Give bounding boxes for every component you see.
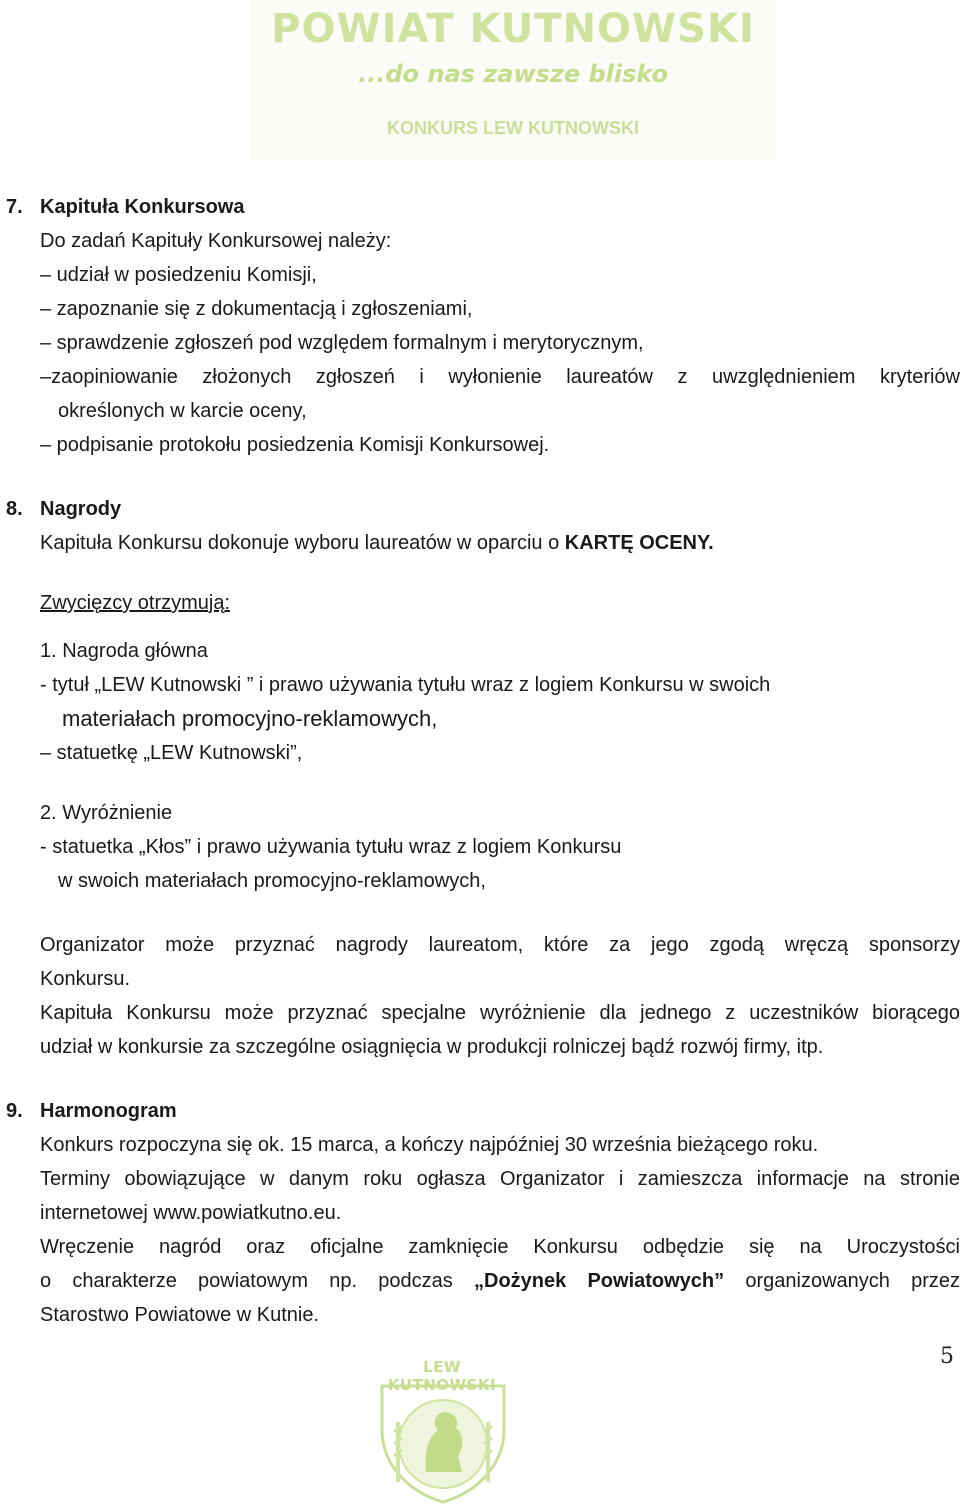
prize-2-line: w swoich materiałach promocyjno-reklamowych, xyxy=(58,870,486,892)
section-number: 9. xyxy=(6,1100,23,1122)
section-8-text: Kapituła Konkursu dokonuje wyboru laureatów w oparciu o xyxy=(40,532,560,554)
section-7-intro: Do zadań Kapituły Konkursowej należy: xyxy=(40,230,392,252)
list-item: – podpisanie protokołu posiedzenia Komisji Konkursowej. xyxy=(40,434,550,456)
paragraph-line: Konkursu. xyxy=(40,968,131,990)
schedule-line: Wręczenie nagród oraz oficjalne zamknięcie Konkursu odbędzie się na Uroczystości xyxy=(40,1236,960,1258)
page-number: 5 xyxy=(940,1344,954,1369)
section-8-line xyxy=(0,526,960,560)
paragraph-line: Organizator może przyznać nagrody laureatom, które za jego zgodą wręczą sponsorzy xyxy=(40,934,960,956)
section-number: 7. xyxy=(6,196,23,218)
header-logo-banner xyxy=(250,0,776,160)
header-slogan: ...do nas zawsze blisko xyxy=(357,60,669,88)
section-title: Nagrody xyxy=(40,498,122,520)
section-8-heading xyxy=(0,492,960,526)
section-number: 8. xyxy=(6,498,23,520)
section-title: Harmonogram xyxy=(40,1100,177,1122)
header-contest-name: KONKURS LEW KUTNOWSKI xyxy=(387,118,639,138)
header-title: POWIAT KUTNOWSKI xyxy=(271,6,755,52)
schedule-line: Konkurs rozpoczyna się ok. 15 marca, a kończy najpóźniej 30 września bieżącego roku. xyxy=(40,1134,819,1156)
prize-1-line: materiałach promocyjno-reklamowych, xyxy=(62,706,438,731)
list-item: – udział w posiedzeniu Komisji, xyxy=(40,264,317,286)
prize-2-line: - statuetka „Kłos” i prawo używania tytułu wraz z logiem Konkursu xyxy=(40,836,622,858)
winners-heading: Zwycięzcy otrzymują: xyxy=(40,592,231,614)
harvest-festival-name: „Dożynek Powiatowych” xyxy=(474,1270,725,1292)
prize-2-title: 2. Wyróżnienie xyxy=(40,802,173,824)
list-item: –zaopiniowanie złożonych zgłoszeń i wyłonienie laureatów z uwzględnieniem kryteriów xyxy=(40,366,960,388)
section-7-heading xyxy=(0,190,960,224)
paragraph-line: Kapituła Konkursu może przyznać specjalne wyróżnienie dla jednego z uczestników biorącego xyxy=(40,1002,960,1024)
schedule-line: internetowej www.powiatkutno.eu. xyxy=(40,1202,342,1224)
schedule-line: Terminy obowiązujące w danym roku ogłasza Organizator i zamieszcza informacje na stronie xyxy=(40,1168,960,1190)
list-item-continuation: określonych w karcie oceny, xyxy=(58,400,307,422)
prize-1-title: 1. Nagroda główna xyxy=(40,640,208,662)
list-item: – sprawdzenie zgłoszeń pod względem formalnym i merytorycznym, xyxy=(40,332,644,354)
schedule-line: o charakterze powiatowym np. podczas „Dożynek Powiatowych” organizowanych przez xyxy=(40,1270,960,1292)
document-body xyxy=(0,190,960,1332)
score-card-label: KARTĘ OCENY. xyxy=(564,532,714,554)
emblem-text: LEW KUTNOWSKI xyxy=(387,1358,497,1394)
paragraph-line: udział w konkursie za szczególne osiągnięcia w produkcji rolniczej bądź rozwój firmy, itp. xyxy=(40,1036,824,1058)
list-item: – zapoznanie się z dokumentacją i zgłoszeniami, xyxy=(40,298,473,320)
prize-1-line: - tytuł „LEW Kutnowski ” i prawo używania tytułu wraz z logiem Konkursu w swoich xyxy=(40,674,771,696)
schedule-line: Starostwo Powiatowe w Kutnie. xyxy=(40,1304,320,1326)
section-title: Kapituła Konkursowa xyxy=(40,196,245,218)
prize-1-line: – statuetkę „LEW Kutnowski”, xyxy=(40,742,303,764)
section-9-heading xyxy=(0,1094,960,1128)
